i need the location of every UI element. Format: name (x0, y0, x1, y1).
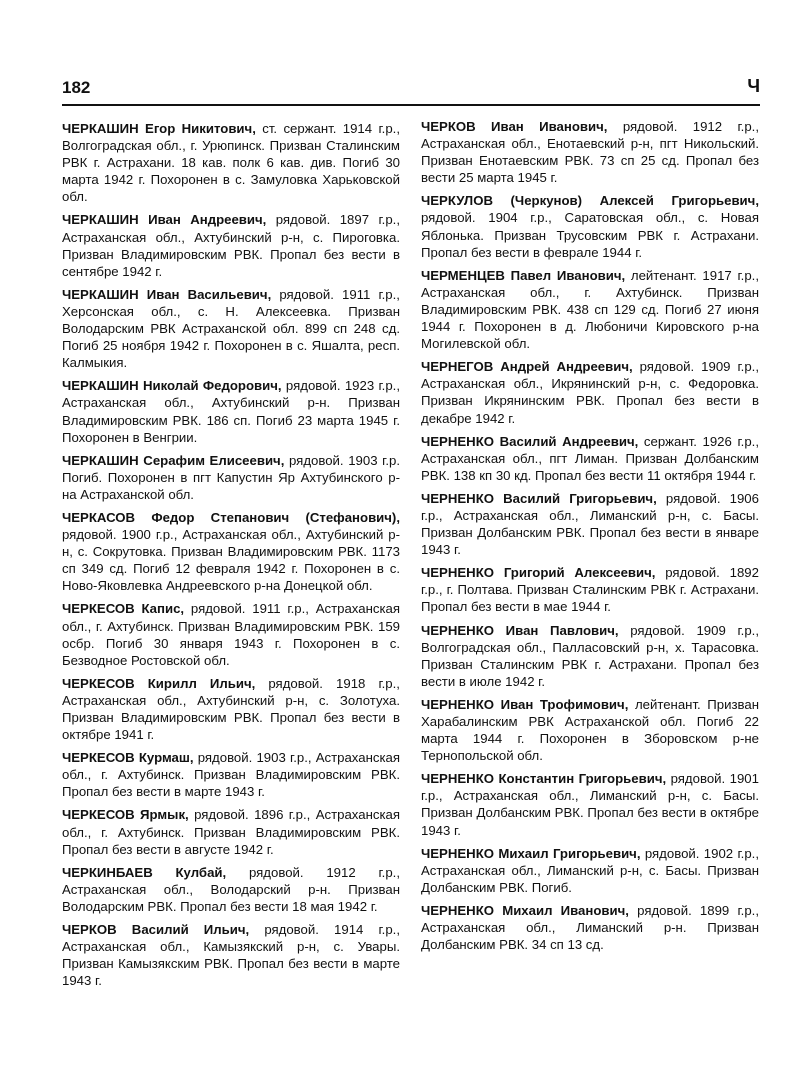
entry-name: ЧЕРКАСОВ Федор Степанович (Стефанович), (62, 509, 400, 525)
entry-text: рядовой. 1923 г.р., Астраханская обл., Ахтубинский р-н. Призван Владимировским РВК. 186 сп. Погиб 23 марта 1945 г. Похоронен в Венгрии. (62, 378, 400, 445)
entry (62, 377, 400, 445)
entry-text: рядовой. 1892 г.р., г. Полтава. Призван Сталинским РВК г. Астрахани. Пропал без вести в мае 1944 г. (421, 565, 759, 615)
entry-name: ЧЕРНЕНКО Константин Григорьевич, (421, 771, 667, 787)
entry-text: ст. сержант. 1914 г.р., Волгоградская обл., г. Урюпинск. Призван Сталинским РВК г. Астрахани. 18 кав. полк 6 кав. див. Погиб 30 марта 1942 г. Похоронен в с. Замуловка Харьковской обл. (62, 121, 400, 205)
entry (421, 358, 759, 426)
entry (62, 675, 400, 743)
entry-text: рядовой. 1904 г.р., Саратовская обл., с. Новая Яблонька. Призван Трусовским РВК г. Астрахани. Пропал без вести в феврале 1944 г. (421, 210, 759, 260)
entry (421, 770, 759, 838)
left-column (62, 120, 400, 995)
entry-text: рядовой. 1912 г.р., Астраханская обл., Енотаевский р-н, пгт Никольский. Призван Енотаевским РВК. 73 сп 25 сд. Пропал без вести 25 марта 1945 г. (421, 119, 759, 186)
entry-name: ЧЕРКАШИН Егор Никитович, (62, 121, 256, 136)
entry-text: рядовой. 1906 г.р., Астраханская обл., Лиманский р-н, с. Басы. Призван Долбанским РВК. Пропал без вести в январе 1943 г. (421, 490, 759, 558)
entry (421, 118, 759, 186)
entry (421, 622, 759, 690)
entry (62, 600, 400, 668)
entry-name: ЧЕРНЕНКО Михаил Иванович, (421, 902, 629, 918)
entry-name: ЧЕРКИНБАЕВ Кулбай, (62, 864, 227, 880)
entry-text: рядовой. 1903 г.р., Астраханская обл., г. Ахтубинск. Призван Владимировским РВК. Пропал без вести в марте 1943 г. (62, 750, 400, 800)
entry-name: ЧЕРНЕНКО Василий Григорьевич, (421, 490, 657, 506)
entry (421, 696, 759, 764)
entry (421, 192, 759, 260)
entry-name: ЧЕРНЕНКО Василий Андреевич, (421, 433, 639, 449)
entry-text: рядовой. 1911 г.р., Астраханская обл., г. Ахтубинск. Призван Владимировским РВК. 159 осбр. Погиб 30 января 1943 г. Похоронен в с. Безводное Ростовской обл. (62, 601, 400, 668)
entry-name: ЧЕРНЕГОВ Андрей Андреевич, (421, 359, 633, 375)
entry-name: ЧЕРКЕСОВ Курмаш, (62, 750, 194, 766)
entry-name: ЧЕРКЕСОВ Капис, (62, 601, 185, 617)
entry-text: рядовой. 1911 г.р., Херсонская обл., с. Н. Алексеевка. Призван Володарским РВК Астраханской обл. 899 сп 248 сд. Погиб 25 ноября 1942 г. Похоронен в с. Яшалта, респ. Калмыкия. (62, 286, 400, 371)
entry (62, 286, 400, 371)
entry (62, 806, 400, 857)
entry (62, 921, 400, 989)
entry-text: рядовой. 1902 г.р., Астраханская обл., Лиманский р-н, с. Басы. Призван Долбанским РВК. Погиб. (421, 845, 759, 895)
entry (62, 509, 400, 594)
entry-name: ЧЕРКАШИН Серафим Елисеевич, (62, 452, 285, 468)
entry-text: сержант. 1926 г.р., Астраханская обл., пгт Лиман. Призван Долбанским РВК. 138 кп 30 кд. Пропал без вести 11 октября 1944 г. (421, 433, 759, 483)
entry-name: ЧЕРКЕСОВ Кирилл Ильич, (62, 675, 256, 691)
entry-text: лейтенант. Призван Харабалинским РВК Астраханской обл. Погиб 22 марта 1944 г. Похоронен в Зборовском р-не Тернопольской обл. (421, 696, 759, 764)
entry-name: ЧЕРНЕНКО Григорий Алексеевич, (421, 565, 656, 581)
right-column (421, 118, 759, 959)
entry-name: ЧЕРКЕСОВ Ярмык, (62, 807, 189, 823)
entry-text: рядовой. 1909 г.р., Волгоградская обл., Палласовский р-н, х. Тарасовка. Призван Сталинским РВК г. Астрахани. Пропал без вести в июле 1942 г. (421, 622, 759, 689)
entry-name: ЧЕРКОВ Иван Иванович, (421, 119, 608, 134)
entry-text: лейтенант. 1917 г.р., Астраханская обл., г. Ахтубинск. Призван Владимировским РВК. 438 сп 129 сд. Погиб 27 июня 1944 г. Похоронен в д. Любоничи Кировского р-на Могилевской обл. (421, 267, 759, 352)
entry-text: рядовой. 1897 г.р., Астраханская обл., Ахтубинский р-н, с. Пироговка. Призван Владимировским РВК. Пропал без вести в сентябре 1942 г. (62, 212, 400, 279)
entry-text: рядовой. 1901 г.р., Астраханская обл., Лиманский р-н, с. Басы. Призван Долбанским РВК. Пропал без вести в октябре 1943 г. (421, 771, 759, 838)
page-number: 182 (62, 78, 91, 97)
entry-name: ЧЕРНЕНКО Иван Павлович, (421, 622, 619, 638)
entry-name: ЧЕРНЕНКО Иван Трофимович, (421, 696, 629, 712)
entry (421, 433, 759, 484)
entry (62, 120, 400, 205)
entry-name: ЧЕРКУЛОВ (Черкунов) Алексей Григорьевич, (421, 193, 759, 209)
page-header (62, 70, 760, 106)
entry (421, 902, 759, 953)
entry (421, 490, 759, 558)
entry (421, 564, 759, 615)
entry-text: рядовой. 1909 г.р., Астраханская обл., Икрянинский р-н, с. Федоровка. Призван Икрянинским РВК. Пропал без вести в декабре 1942 г. (421, 359, 759, 426)
entry-name: ЧЕРКАШИН Иван Васильевич, (62, 286, 272, 302)
entry-text: рядовой. 1918 г.р., Астраханская обл., Ахтубинский р-н, с. Золотуха. Призван Владимировским РВК. Пропал без вести в октябре 1941 г. (62, 675, 400, 743)
entry-name: ЧЕРМЕНЦЕВ Павел Иванович, (421, 267, 626, 283)
entry-text: рядовой. 1914 г.р., Астраханская обл., Камызякский р-н, с. Увары. Призван Камызякским РВК. Пропал без вести в марте 1943 г. (62, 922, 400, 989)
entry-name: ЧЕРКОВ Василий Ильич, (62, 922, 250, 938)
entry-name: ЧЕРКАШИН Иван Андреевич, (62, 212, 267, 228)
entry (421, 267, 759, 352)
entry-name: ЧЕРНЕНКО Михаил Григорьевич, (421, 845, 641, 861)
entry-text: рядовой. 1912 г.р., Астраханская обл., Володарский р-н. Призван Володарским РВК. Пропал без вести 18 мая 1942 г. (62, 864, 400, 914)
entry-text: рядовой. 1903 г.р. Погиб. Похоронен в пгт Капустин Яр Ахтубинского р-на Астраханской обл. (62, 452, 400, 502)
entry-text: рядовой. 1896 г.р., Астраханская обл., г. Ахтубинск. Призван Владимировским РВК. Пропал без вести в августе 1942 г. (62, 807, 400, 857)
entry (62, 211, 400, 279)
entry (421, 845, 759, 896)
entry (62, 452, 400, 503)
entry-name: ЧЕРКАШИН Николай Федорович, (62, 378, 282, 394)
entry-text: рядовой. 1899 г.р., Астраханская обл., Лиманский р-н. Призван Долбанским РВК. 34 сп 13 сд. (421, 902, 759, 953)
entry (62, 749, 400, 800)
entry (62, 864, 400, 915)
section-letter: Ч (747, 76, 760, 96)
entry-text: рядовой. 1900 г.р., Астраханская обл., Ахтубинский р-н, с. Сокрутовка. Призван Владимировским РВК. 1173 сп 349 сд. Погиб 12 февраля 1942 г. Похоронен в с. Ново-Яковлевка Андреевского р-на Донецкой обл. (62, 527, 400, 594)
